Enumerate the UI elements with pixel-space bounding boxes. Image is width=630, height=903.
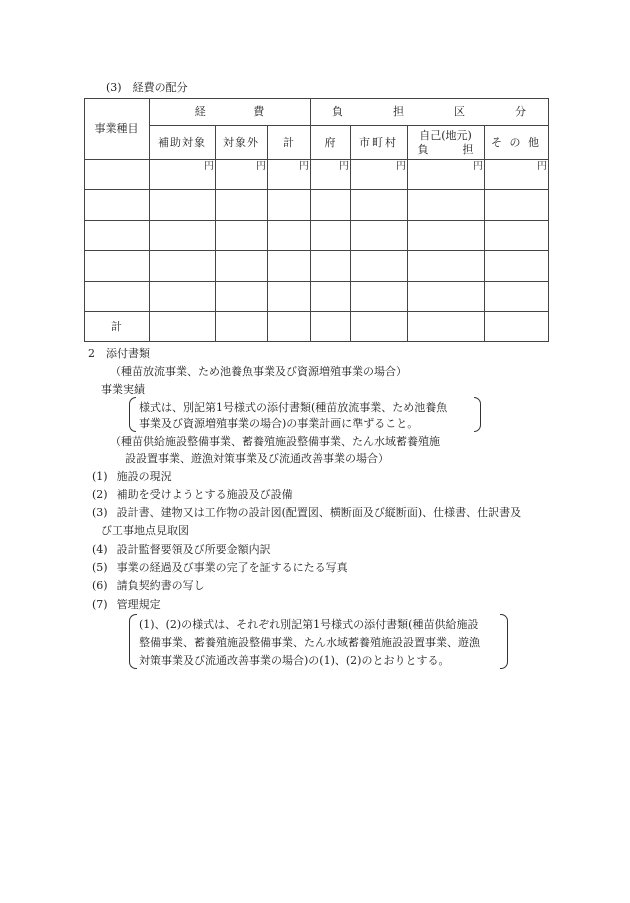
col-kei: 計 [283,135,294,149]
col-hojo-taisho: 補助対象 [158,135,206,149]
item-5: (5) 事業の経過及び事業の完了を証するにたる写真 [92,561,348,574]
col-sonota: そ の 他 [491,135,541,149]
yen-unit: 円 [396,161,406,172]
jigyou-jisseki-label: 事業実績 [101,383,145,396]
yen-unit: 円 [537,161,547,172]
item-2: (2) 補助を受けようとする施設及び設備 [92,488,293,501]
case-a-heading: （種苗放流事業、ため池養魚事業及び資源増殖事業の場合） [110,365,407,378]
header-group-futan-kubun: 負 担 区 分 [332,105,526,118]
header-jigyou-shumoku: 事業種目 [94,122,139,135]
col-shichoson: 市町村 [359,135,398,149]
note-2-line-1: (1)、(2)の様式は、それぞれ別記第1号様式の添付書類(種苗供給施設 [139,618,479,631]
item-1: (1) 施設の現況 [92,470,172,483]
yen-unit: 円 [339,161,349,172]
left-brace-1 [129,397,136,432]
budget-table [84,98,549,342]
item-7: (7) 管理規定 [92,598,161,611]
yen-unit: 円 [299,161,309,172]
yen-unit: 円 [473,161,483,172]
item-6: (6) 請負契約書の写し [92,579,205,592]
case-b-heading-line-1: （種苗供給施設整備事業、蓄養殖施設整備事業、たん水域蓄養殖施 [110,435,440,448]
col-jiko-futan: 自己(地元) 負 担 [417,128,474,156]
note-2-line-2: 整備事業、蓄養殖施設整備事業、たん水域蓄養殖施設設置事業、遊漁 [139,636,480,649]
right-brace-1 [474,397,481,432]
section-3-title: (3) 経費の配分 [106,81,188,94]
header-group-keihi: 経 費 [194,105,265,118]
note-2-line-3: 対策事業及び流通改善事業の場合)の(1)、(2)のとおりとする。 [139,654,450,667]
case-b-heading-line-2: 設設置事業、遊漁対策事業及び流通改善事業の場合） [125,452,389,465]
yen-unit: 円 [204,161,214,172]
item-3: (3) 設計書、建物又は工作物の設計図(配置図、横断面及び縦断面)、仕様書、仕訳書及 [92,506,522,519]
section-2-title: 2 添付書類 [88,347,150,360]
item-4: (4) 設計監督要領及び所要金額内訳 [92,543,271,556]
left-brace-2 [129,614,137,669]
note-1-line-2: 事業及び資源増殖事業の場合)の事業計画に準ずること。 [139,417,419,430]
item-3-continuation: び工事地点見取図 [101,524,189,537]
col-fu: 府 [324,135,336,149]
total-row-label: 計 [111,319,122,333]
right-brace-2 [500,614,508,669]
note-1-line-1: 様式は、別記第1号様式の添付書類(種苗放流事業、ため池養魚 [139,401,448,414]
yen-unit: 円 [256,161,266,172]
col-taishogai: 対象外 [223,135,259,149]
